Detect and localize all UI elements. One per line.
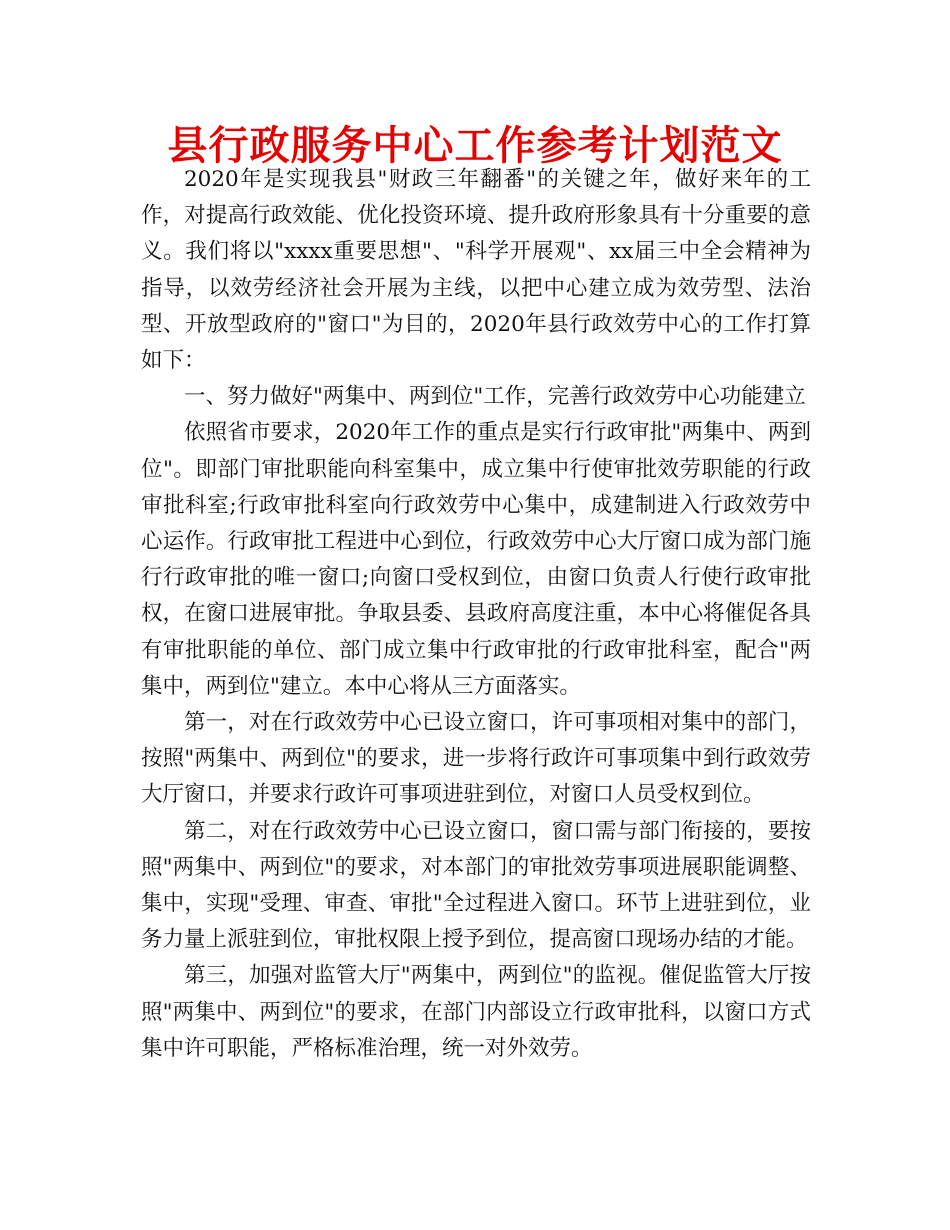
paragraph-first: 第一，对在行政效劳中心已设立窗口，许可事项相对集中的部门，按照"两集中、两到位"的要求，进一步将行政许可事项集中到行政效劳大厅窗口，并要求行政许可事项进驻到位，对窗口人员受权到位。	[141, 710, 811, 808]
paragraph-second: 第二，对在行政效劳中心已设立窗口，窗口需与部门衔接的，要按照"两集中、两到位"的要求，对本部门的审批效劳事项进展职能调整、集中，实现"受理、审查、审批"全过程进入窗口。环节上进驻到位，业务力量上派驻到位，审批权限上授予到位，提高窗口现场办结的才能。	[141, 818, 811, 953]
paragraph-requirements: 依照省市要求，2020年工作的重点是实行行政审批"两集中、两到位"。即部门审批职能向科室集中，成立集中行使审批效劳职能的行政审批科室;行政审批科室向行政效劳中心集中，成建制进入行政效劳中心运作。行政审批工程进中心到位，行政效劳中心大厅窗口成为部门施行行政审批的唯一窗口;向窗口受权到位，由窗口负责人行使行政审批权，在窗口进展审批。争取县委、县政府高度注重，本中心将催促各具有审批职能的单位、部门成立集中行政审批的行政审批科室，配合"两集中，两到位"建立。本中心将从三方面落实。	[141, 420, 811, 699]
paragraph-third: 第三，加强对监管大厅"两集中，两到位"的监视。催促监管大厅按照"两集中、两到位"的要求，在部门内部设立行政审批科，以窗口方式集中许可职能，严格标准治理，统一对外效劳。	[141, 963, 811, 1061]
paragraph-intro: 2020年是实现我县"财政三年翻番"的关键之年，做好来年的工作，对提高行政效能、优化投资环境、提升政府形象具有十分重要的意义。我们将以"xxxx重要思想"、"科学开展观"、xx届三中全会精神为指导，以效劳经济社会开展为主线，以把中心建立成为效劳型、法治型、开放型政府的"窗口"为目的，2020年县行政效劳中心的工作打算如下：	[141, 167, 811, 374]
document-body	[141, 162, 811, 1067]
document-title: 县行政服务中心工作参考计划范文	[167, 123, 783, 169]
section-heading-1: 一、努力做好"两集中、两到位"工作，完善行政效劳中心功能建立	[184, 384, 806, 410]
